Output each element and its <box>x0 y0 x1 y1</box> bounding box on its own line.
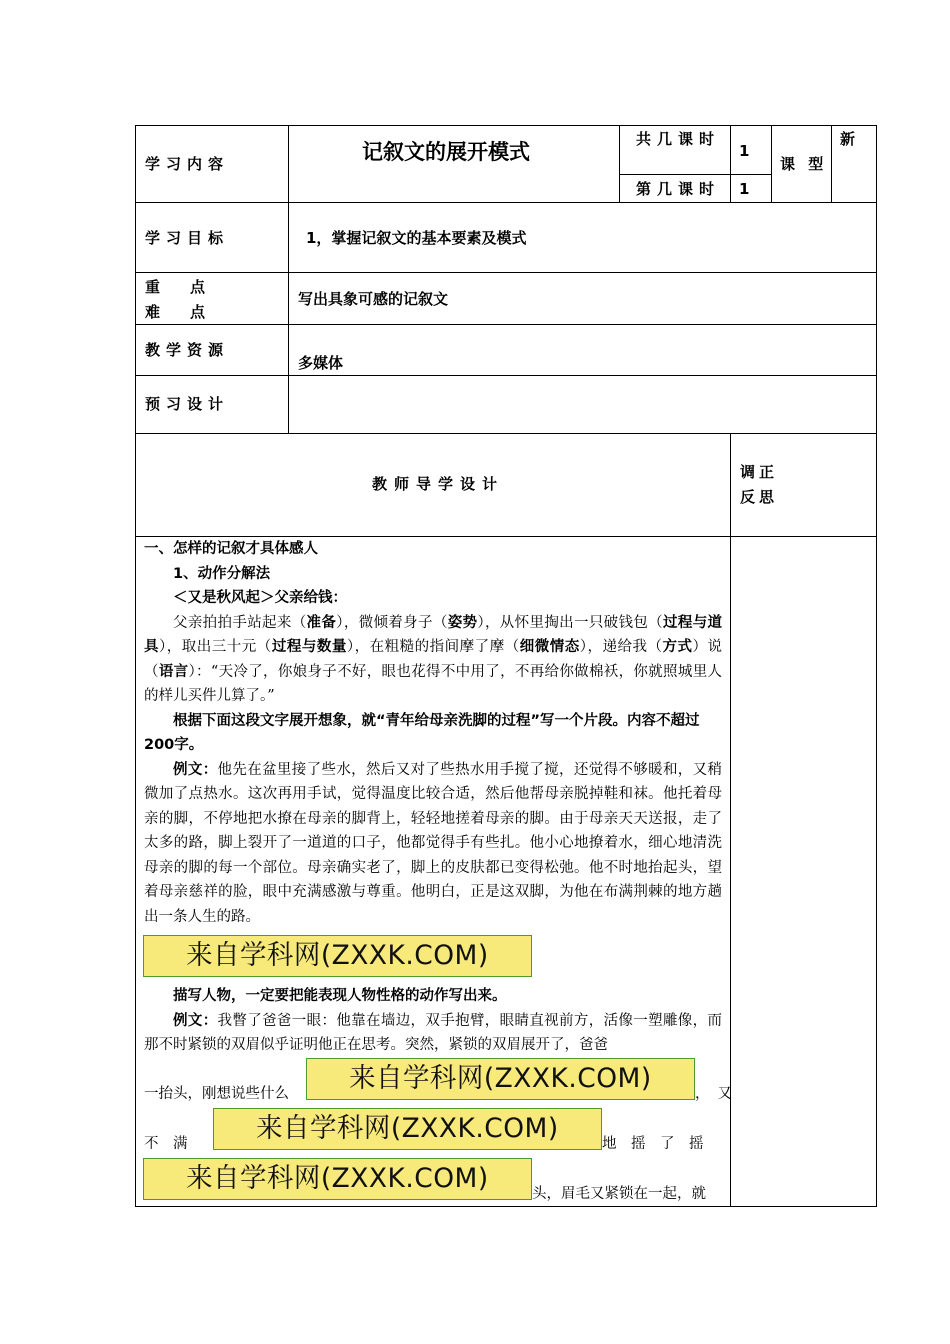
lesson-body-2 <box>144 984 722 1058</box>
row-divider-header <box>135 202 877 203</box>
key-point-value: 写出具象可感的记叙文 <box>298 290 449 308</box>
table-bottom-border <box>135 1206 877 1207</box>
sample-essay-text: 他先在盆里接了些水，然后又对了些热水用手搅了搅，还觉得不够暖和，又稍微加了点热水。这次再用手试，觉得温度比较合适，然后他帮母亲脱掉鞋和袜。他托着母亲的脚，不停地把水撩在母亲的脚背上，轻轻地搓着母亲的脚。由于母亲天天送报，走了太多的路，脚上裂开了一道道的口子，他都觉得手有些扎。他小心地撩着水，细心地清洗母亲的脚的每一个部位。母亲确实老了，脚上的皮肤都已变得松弛。他不时地抬起头，望着母亲慈祥的脸，眼中充满感激与尊重。他明白，正是这双脚，为他在布满荆棘的地方趟出一条人生的路。 <box>144 761 723 925</box>
writing-task: 根据下面这段文字展开想象，就“青年给母亲洗脚的过程”写一个片段。内容不超过200字。 <box>144 712 700 753</box>
sample-essay-2 <box>144 1009 722 1058</box>
sample-essay-2-label: 例文： <box>173 1011 218 1029</box>
col-divider-count-value <box>771 125 772 202</box>
watermark-text: 来自学科网(ZXXK.COM) <box>186 940 489 971</box>
subsection-heading: 1、动作分解法 <box>173 565 271 582</box>
col-divider-title <box>619 125 620 202</box>
guide-heading: 教师导学设计 <box>372 475 505 493</box>
total-lessons-value: 1 <box>739 142 750 160</box>
lesson-number-value: 1 <box>739 180 750 198</box>
annotation-term: 方式 <box>662 638 693 655</box>
lesson-type-label: 课 型 <box>780 155 828 173</box>
goal-label: 学习目标 <box>145 229 230 247</box>
paragraph-text: ），取出三十元（ <box>159 639 272 655</box>
resource-label: 教学资源 <box>145 341 230 359</box>
col-divider-count-label <box>730 125 731 202</box>
watermark-2 <box>306 1058 695 1100</box>
watermark-text: 来自学科网(ZXXK.COM) <box>186 1163 489 1194</box>
lesson-number-label: 第几课时 <box>636 180 721 198</box>
annotation-term: 过程与道具 <box>144 613 723 655</box>
sample-essay-2-text: 我瞥了爸爸一眼：他靠在墙边，双手抱臂，眼睛直视前方，活像一塑雕像，而那不时紧锁的双眉似乎证明他正在思考。突然，紧锁的双眉展开了，爸爸 <box>144 1012 723 1053</box>
annotation-term: 过程与数量 <box>271 638 347 655</box>
sample-line-b-start: 不 满 <box>144 1136 188 1152</box>
sample-line-a-start: 一抬头，刚想说些什么 <box>144 1086 289 1102</box>
paragraph-text: ）：“天冷了，你娘身子不好，眼也花得不中用了，不再给你做棉袄，你就照城里人的样儿买件儿算了。” <box>144 663 723 704</box>
resource-value: 多媒体 <box>298 354 344 372</box>
paragraph-text: 父亲拍拍手站起来（ <box>173 614 307 631</box>
row-divider-goal <box>135 272 877 273</box>
difficult-point-label: 难 点 <box>145 303 206 321</box>
sample-line-a-end: ，又 <box>695 1086 740 1102</box>
paragraph-text: ），递给我（ <box>579 639 663 655</box>
reflection-label: 反思 <box>740 488 779 506</box>
total-lessons-label: 共几课时 <box>636 130 721 148</box>
study-content-label: 学习内容 <box>145 155 230 173</box>
watermark-3 <box>213 1108 602 1150</box>
watermark-text: 来自学科网(ZXXK.COM) <box>349 1063 652 1094</box>
annotation-term: 准备 <box>306 613 337 631</box>
paragraph-text: ），在粗糙的指间摩了摩（ <box>346 639 520 655</box>
section-heading: 一、怎样的记叙才具体感人 <box>144 541 318 557</box>
annotation-term: 细微情态 <box>519 638 580 655</box>
row-divider-resource <box>135 375 877 376</box>
table-top-border <box>135 125 877 126</box>
example-paragraph <box>144 611 722 709</box>
character-tip: 描写人物，一定要把能表现人物性格的动作写出来。 <box>173 988 507 1004</box>
annotation-term: 姿势 <box>447 613 478 631</box>
watermark-1 <box>143 935 532 977</box>
table-right-border <box>876 125 877 1207</box>
paragraph-text: ），微倾着身子（ <box>336 614 448 631</box>
goal-value: 1，掌握记叙文的基本要素及模式 <box>306 229 527 247</box>
example-title: ＜又是秋风起＞父亲给钱： <box>173 590 347 606</box>
key-point-label: 重 点 <box>145 278 206 296</box>
row-divider-key <box>135 324 877 325</box>
paragraph-text: ）说（ <box>144 639 723 680</box>
annotation-term: 语言 <box>158 662 189 680</box>
paragraph-text: ），从怀里掏出一只破钱包（ <box>477 614 664 631</box>
watermark-4 <box>143 1158 532 1200</box>
preview-label: 预习设计 <box>145 395 230 413</box>
page-title: 记叙文的展开模式 <box>362 140 530 164</box>
col-divider-type <box>831 125 832 202</box>
sample-line-c-end: 头，眉毛又紧锁在一起，就 <box>532 1186 706 1202</box>
row-divider-preview <box>135 433 877 434</box>
lesson-type-value: 新 <box>840 130 856 148</box>
table-left-border <box>135 125 136 1207</box>
sample-line-b-end: 地 摇 了 摇 <box>602 1136 704 1152</box>
sample-essay <box>144 758 722 930</box>
sample-essay-label: 例文： <box>173 760 218 778</box>
col-divider-label <box>288 125 289 433</box>
adjust-label: 调正 <box>740 463 779 481</box>
watermark-text: 来自学科网(ZXXK.COM) <box>256 1113 559 1144</box>
row-divider-header-inner <box>619 174 772 175</box>
lesson-body <box>144 537 722 929</box>
